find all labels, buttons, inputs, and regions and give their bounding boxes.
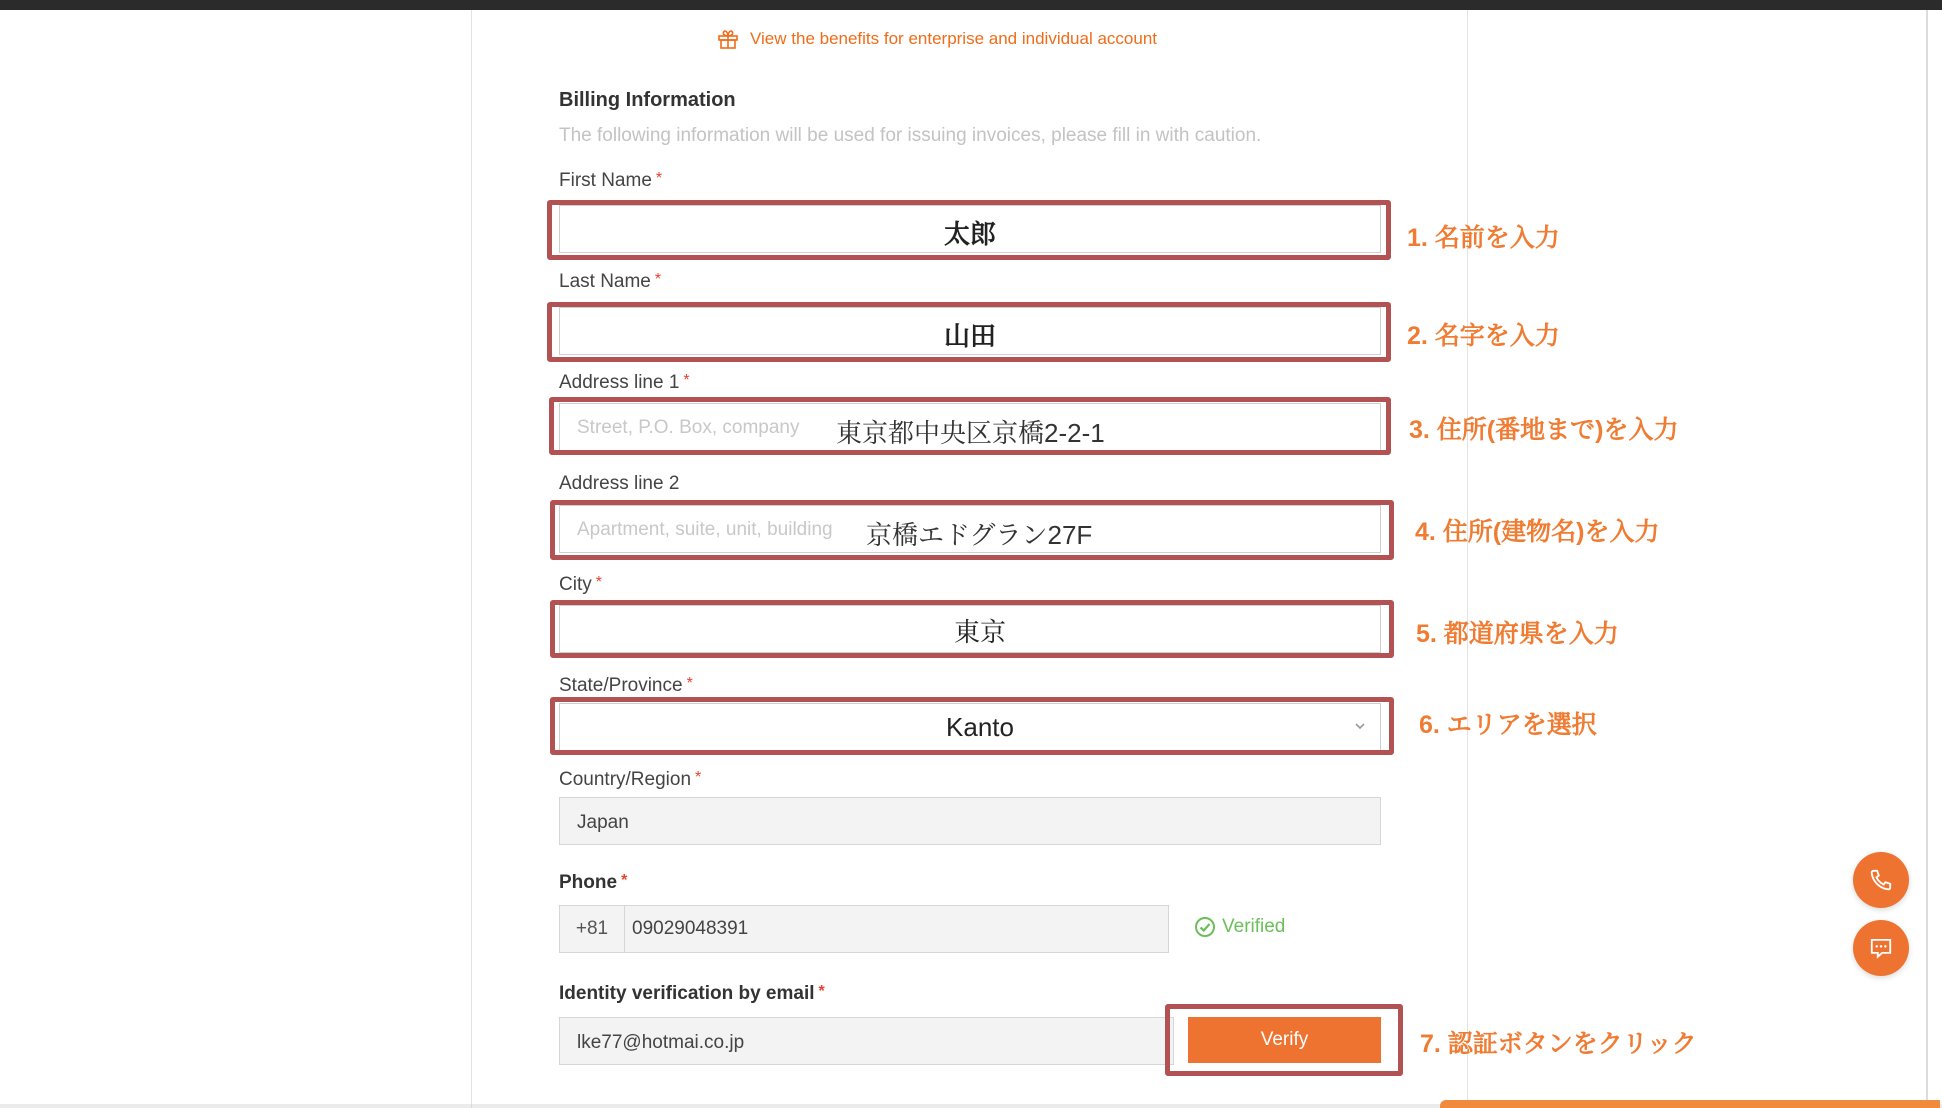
address2-label xyxy=(559,473,679,495)
address1-placeholder: Street, P.O. Box, company xyxy=(577,417,800,438)
required-mark: * xyxy=(683,372,690,389)
last-name-label xyxy=(559,271,661,293)
phone-verified-status xyxy=(1194,916,1285,938)
last-name-value: 山田 xyxy=(943,321,996,351)
address2-input[interactable] xyxy=(559,505,1381,553)
address2-value: 京橋エドグラン27F xyxy=(866,520,1093,550)
state-value: Kanto xyxy=(946,712,1014,742)
last-name-input[interactable] xyxy=(559,307,1381,355)
phone-label-text: Phone xyxy=(559,872,618,893)
state-label-text: State/Province xyxy=(559,675,683,696)
chat-icon xyxy=(1868,935,1894,961)
country-input xyxy=(559,797,1381,845)
email-label-text: Identity verification by email xyxy=(559,983,815,1004)
phone-fab-button[interactable] xyxy=(1853,852,1909,908)
phone-icon xyxy=(1868,867,1894,893)
required-mark: * xyxy=(595,574,602,591)
required-mark: * xyxy=(621,872,628,889)
required-mark: * xyxy=(686,675,693,692)
first-name-value: 太郎 xyxy=(943,219,996,249)
state-label xyxy=(559,675,693,697)
annotation-step-6: 6. エリアを選択 xyxy=(1419,711,1597,739)
required-mark: * xyxy=(655,170,663,187)
annotation-step-2: 2. 名字を入力 xyxy=(1407,322,1560,350)
country-label-text: Country/Region xyxy=(559,769,692,790)
phone-country-code: +81 xyxy=(560,906,625,952)
email-label xyxy=(559,983,825,1005)
annotation-step-5: 5. 都道府県を入力 xyxy=(1416,620,1619,648)
gift-icon xyxy=(716,27,740,51)
benefits-link[interactable] xyxy=(716,26,1157,52)
content-right-border xyxy=(1467,10,1468,1108)
phone-number: 09029048391 xyxy=(632,918,749,939)
bottom-accent-bar xyxy=(1440,1100,1940,1108)
benefits-link-text[interactable]: View the benefits for enterprise and individual account xyxy=(750,29,1157,48)
annotation-step-3: 3. 住所(番地まで)を入力 xyxy=(1409,416,1679,444)
city-label xyxy=(559,574,602,596)
city-label-text: City xyxy=(559,574,592,595)
first-name-label-text: First Name xyxy=(559,170,652,191)
required-mark: * xyxy=(695,769,702,786)
address1-label xyxy=(559,372,690,394)
phone-label xyxy=(559,872,627,894)
address1-label-text: Address line 1 xyxy=(559,372,680,393)
email-value: lke77@hotmai.co.jp xyxy=(577,1032,745,1053)
content-left-border xyxy=(471,10,472,1108)
required-mark: * xyxy=(818,983,825,1000)
city-value: 東京 xyxy=(953,617,1006,647)
billing-title: Billing Information xyxy=(559,89,736,111)
first-name-label xyxy=(559,170,662,192)
email-input xyxy=(559,1017,1174,1065)
country-label xyxy=(559,769,701,791)
window-top-bar xyxy=(0,0,1942,10)
address1-value: 東京都中央区京橋2-2-1 xyxy=(836,418,1105,448)
state-select[interactable] xyxy=(559,703,1381,751)
address2-label-text: Address line 2 xyxy=(559,473,680,494)
annotation-step-1: 1. 名前を入力 xyxy=(1407,224,1560,252)
verify-button[interactable]: Verify xyxy=(1188,1017,1381,1063)
phone-input xyxy=(559,905,1169,953)
chevron-down-icon xyxy=(1354,720,1366,732)
last-name-label-text: Last Name xyxy=(559,271,651,292)
verified-text: Verified xyxy=(1222,916,1286,937)
check-circle-icon xyxy=(1194,916,1216,938)
annotation-step-4: 4. 住所(建物名)を入力 xyxy=(1415,518,1660,546)
city-input[interactable] xyxy=(559,605,1381,653)
annotation-step-7: 7. 認証ボタンをクリック xyxy=(1420,1030,1697,1058)
address2-placeholder: Apartment, suite, unit, building xyxy=(577,519,833,540)
address1-input[interactable] xyxy=(559,403,1381,451)
country-value: Japan xyxy=(577,812,629,833)
billing-description: The following information will be used for issuing invoices, please fill in with caution. xyxy=(559,125,1262,146)
required-mark: * xyxy=(654,271,662,288)
first-name-input[interactable] xyxy=(559,205,1381,253)
chat-fab-button[interactable] xyxy=(1853,920,1909,976)
